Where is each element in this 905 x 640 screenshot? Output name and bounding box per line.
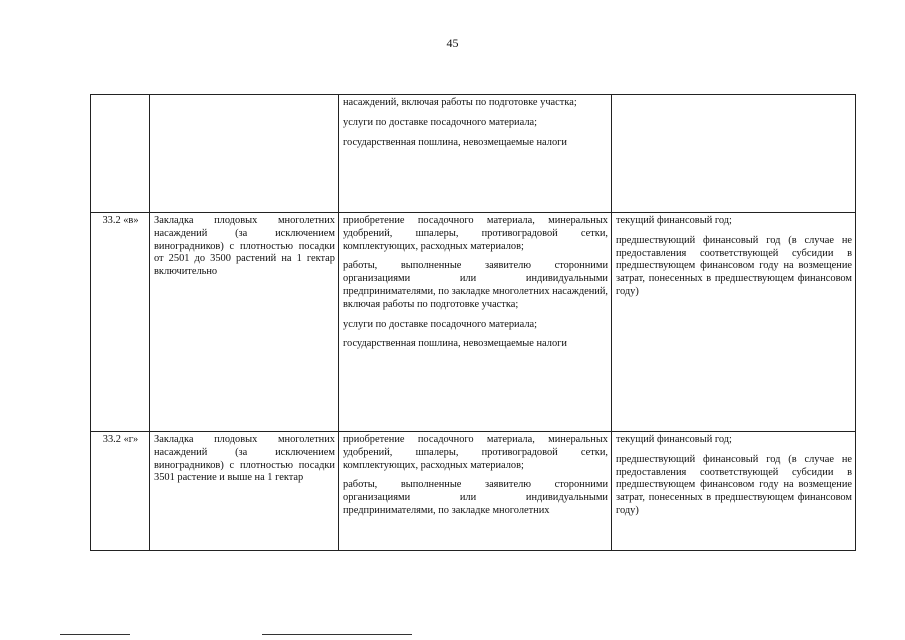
expense-item: приобретение посадочного материала, минеральных удобрений, шпалеры, противоградовой сетки, комплектующих, расходных материалов; [343,215,608,252]
divider [262,634,412,635]
row-name-text: Закладка плодовых многолетних насаждений (за исключением виноградников) с плотностью посадки от 2501 до 3500 растений на 1 гектар включительно [154,215,335,278]
row-name-cell [150,95,339,213]
expense-item: услуги по доставке посадочного материала; [343,116,537,128]
row-code-cell: 33.2 «в» [91,213,150,432]
expense-item: насаждений, включая работы по подготовке участка; [343,97,577,108]
expense-item: государственная пошлина, невозмещаемые налоги [343,136,567,148]
row-name-cell [150,432,339,551]
expense-item: приобретение посадочного материала, минеральных удобрений, шпалеры, противоградовой сетки, комплектующих, расходных материалов; [343,434,608,471]
row-code-cell [91,95,150,213]
row-code-cell: 33.2 «г» [91,432,150,551]
page-number: 45 [446,36,459,50]
page-bottom-rules [0,634,905,637]
subsidy-table [90,94,856,551]
row-periods-cell [612,432,856,551]
row-periods-cell [612,213,856,432]
table-row [91,213,856,432]
period-item: текущий финансовый год; [616,434,732,445]
row-expenses-cell [339,432,612,551]
table-row [91,95,856,213]
row-name-text: Закладка плодовых многолетних насаждений (за исключением виноградников) с плотностью посадки 3501 растение и выше на 1 гектар [154,434,335,484]
row-expenses-cell [339,213,612,432]
divider [60,634,130,635]
period-item: предшествующий финансовый год (в случае не предоставления соответствующей субсидии в предшествующем финансовом году на возмещение затрат, понесенных в предшествующем финансовом году) [616,234,852,297]
row-expenses-cell [339,95,612,213]
expense-item: услуги по доставке посадочного материала; [343,318,537,330]
expense-item: работы, выполненные заявителю сторонними организациями или индивидуальными предпринимателями, по закладке многолетних насаждений, включая работы по подготовке участка; [343,260,608,310]
expense-item: государственная пошлина, невозмещаемые налоги [343,338,567,350]
row-name-cell [150,213,339,432]
table-row [91,432,856,551]
period-item: предшествующий финансовый год (в случае не предоставления соответствующей субсидии в предшествующем финансовом году на возмещение затрат, понесенных в предшествующем финансовом году) [616,453,852,516]
row-periods-cell [612,95,856,213]
expense-item: работы, выполненные заявителю сторонними организациями или индивидуальными предпринимателями, по закладке многолетних [343,479,608,516]
period-item: текущий финансовый год; [616,215,732,226]
